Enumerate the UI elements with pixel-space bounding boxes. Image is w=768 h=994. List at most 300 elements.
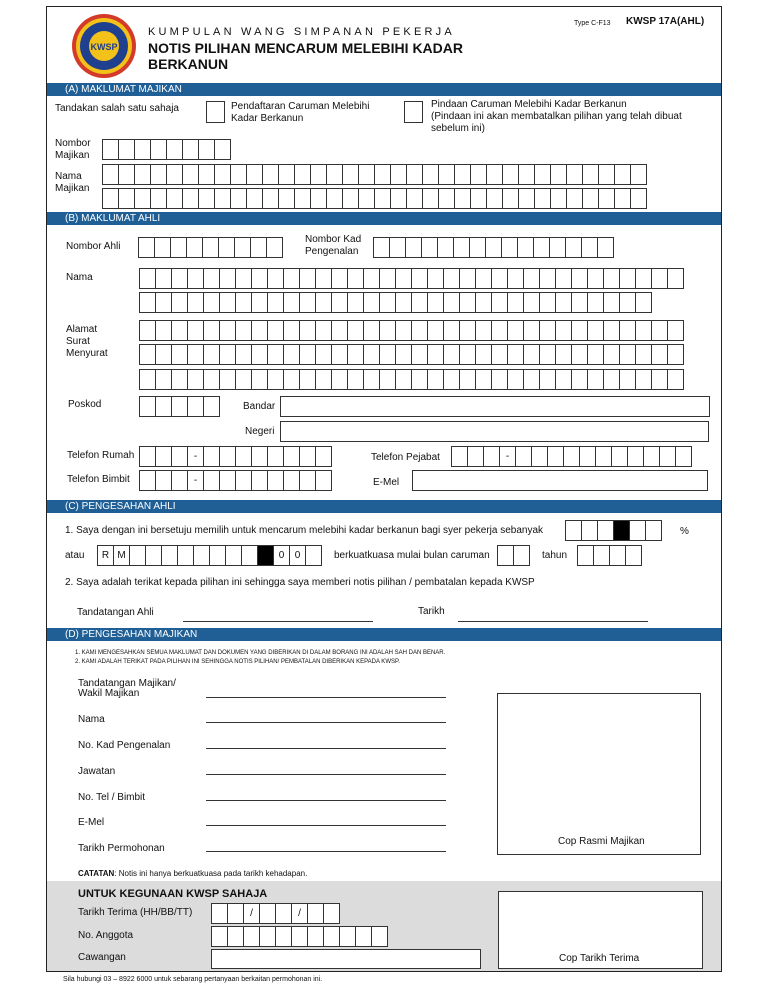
char-cell[interactable] [373, 237, 390, 258]
char-cell[interactable] [597, 520, 614, 541]
char-cell[interactable] [395, 292, 412, 313]
char-cell[interactable] [171, 320, 188, 341]
char-cell[interactable] [507, 369, 524, 390]
nama-ahli-input-1[interactable] [139, 268, 683, 289]
char-cell[interactable] [331, 344, 348, 365]
char-cell[interactable] [427, 292, 444, 313]
char-cell[interactable] [630, 164, 647, 185]
char-cell[interactable] [491, 344, 508, 365]
char-cell[interactable] [483, 446, 500, 467]
char-cell[interactable] [459, 320, 476, 341]
char-cell[interactable] [102, 188, 119, 209]
char-cell[interactable] [502, 164, 519, 185]
char-cell[interactable] [171, 470, 188, 491]
char-cell[interactable] [363, 292, 380, 313]
char-cell[interactable] [171, 292, 188, 313]
char-cell[interactable] [587, 320, 604, 341]
char-cell[interactable] [241, 545, 258, 566]
char-cell[interactable] [283, 446, 300, 467]
char-cell[interactable]: - [499, 446, 516, 467]
char-cell[interactable] [515, 446, 532, 467]
cop-rasmi-majikan-box[interactable] [497, 693, 701, 855]
tarikh-permohonan-line[interactable] [206, 851, 446, 852]
jawatan-line[interactable] [206, 774, 446, 775]
char-cell[interactable] [565, 237, 582, 258]
char-cell[interactable] [427, 344, 444, 365]
char-cell[interactable] [619, 292, 636, 313]
char-cell[interactable] [587, 369, 604, 390]
char-cell[interactable] [294, 164, 311, 185]
char-cell[interactable] [171, 344, 188, 365]
char-cell[interactable] [219, 446, 236, 467]
char-cell[interactable] [278, 188, 295, 209]
char-cell[interactable] [470, 188, 487, 209]
char-cell[interactable] [582, 188, 599, 209]
char-cell[interactable] [203, 446, 220, 467]
char-cell[interactable] [235, 470, 252, 491]
char-cell[interactable]: / [291, 903, 308, 924]
char-cell[interactable] [533, 237, 550, 258]
char-cell[interactable] [171, 396, 188, 417]
char-cell[interactable] [523, 344, 540, 365]
char-cell[interactable] [443, 344, 460, 365]
char-cell[interactable] [379, 292, 396, 313]
char-cell[interactable] [315, 369, 332, 390]
char-cell[interactable] [230, 164, 247, 185]
char-cell[interactable] [150, 188, 167, 209]
char-cell[interactable] [267, 320, 284, 341]
char-cell[interactable] [507, 268, 524, 289]
char-cell[interactable] [475, 320, 492, 341]
char-cell[interactable] [187, 396, 204, 417]
emel-ahli-input[interactable] [412, 470, 708, 491]
char-cell[interactable] [347, 369, 364, 390]
char-cell[interactable] [150, 139, 167, 160]
char-cell[interactable] [155, 470, 172, 491]
char-cell[interactable] [374, 164, 391, 185]
char-cell[interactable] [475, 268, 492, 289]
char-cell[interactable] [379, 369, 396, 390]
nama-majikan-input-1[interactable] [102, 164, 646, 185]
char-cell[interactable] [246, 164, 263, 185]
char-cell[interactable] [635, 268, 652, 289]
char-cell[interactable] [219, 344, 236, 365]
char-cell[interactable] [371, 926, 388, 947]
char-cell[interactable] [667, 344, 684, 365]
char-cell[interactable] [154, 237, 171, 258]
char-cell[interactable] [411, 292, 428, 313]
char-cell[interactable] [627, 446, 644, 467]
char-cell[interactable] [315, 320, 332, 341]
char-cell[interactable] [379, 320, 396, 341]
char-cell[interactable] [251, 369, 268, 390]
alamat-input-2[interactable] [139, 344, 683, 365]
char-cell[interactable] [299, 470, 316, 491]
nama-ahli-input-2[interactable] [139, 292, 651, 313]
char-cell[interactable] [155, 344, 172, 365]
char-cell[interactable] [145, 545, 162, 566]
char-cell[interactable] [155, 320, 172, 341]
char-cell[interactable] [155, 292, 172, 313]
char-cell[interactable] [139, 396, 156, 417]
kad-pengenalan-input[interactable] [373, 237, 613, 258]
char-cell[interactable] [291, 926, 308, 947]
char-cell[interactable] [182, 188, 199, 209]
char-cell[interactable] [230, 188, 247, 209]
char-cell[interactable] [651, 320, 668, 341]
char-cell[interactable] [315, 446, 332, 467]
char-cell[interactable] [507, 292, 524, 313]
char-cell[interactable] [579, 446, 596, 467]
char-cell[interactable] [555, 292, 572, 313]
poskod-input[interactable] [139, 396, 219, 417]
char-cell[interactable] [587, 268, 604, 289]
char-cell[interactable] [315, 344, 332, 365]
char-cell[interactable] [139, 344, 156, 365]
char-cell[interactable] [139, 446, 156, 467]
char-cell[interactable]: - [187, 470, 204, 491]
char-cell[interactable] [451, 446, 468, 467]
char-cell[interactable] [235, 292, 252, 313]
char-cell[interactable] [363, 369, 380, 390]
char-cell[interactable] [603, 320, 620, 341]
char-cell[interactable] [501, 237, 518, 258]
char-cell[interactable] [613, 520, 630, 541]
char-cell[interactable] [214, 164, 231, 185]
char-cell[interactable] [358, 188, 375, 209]
char-cell[interactable] [475, 369, 492, 390]
char-cell[interactable] [459, 344, 476, 365]
char-cell[interactable] [390, 164, 407, 185]
char-cell[interactable] [235, 369, 252, 390]
char-cell[interactable] [667, 369, 684, 390]
char-cell[interactable] [667, 320, 684, 341]
char-cell[interactable] [379, 268, 396, 289]
char-cell[interactable] [389, 237, 406, 258]
char-cell[interactable] [235, 446, 252, 467]
char-cell[interactable] [422, 164, 439, 185]
char-cell[interactable] [507, 344, 524, 365]
char-cell[interactable] [267, 446, 284, 467]
char-cell[interactable] [667, 268, 684, 289]
char-cell[interactable] [518, 188, 535, 209]
char-cell[interactable] [234, 237, 251, 258]
char-cell[interactable] [453, 237, 470, 258]
char-cell[interactable] [581, 237, 598, 258]
char-cell[interactable] [534, 188, 551, 209]
kad-majikan-line[interactable] [206, 748, 446, 749]
percent-input[interactable] [565, 520, 661, 541]
char-cell[interactable] [129, 545, 146, 566]
char-cell[interactable] [171, 268, 188, 289]
char-cell[interactable] [603, 292, 620, 313]
char-cell[interactable] [299, 446, 316, 467]
telefon-pejabat-input[interactable] [451, 446, 691, 467]
cawangan-input[interactable] [211, 949, 481, 969]
char-cell[interactable] [517, 237, 534, 258]
char-cell[interactable] [219, 268, 236, 289]
char-cell[interactable] [507, 320, 524, 341]
char-cell[interactable]: M [113, 545, 130, 566]
char-cell[interactable] [550, 164, 567, 185]
char-cell[interactable] [358, 164, 375, 185]
char-cell[interactable] [581, 520, 598, 541]
char-cell[interactable] [571, 320, 588, 341]
char-cell[interactable] [267, 470, 284, 491]
char-cell[interactable] [283, 369, 300, 390]
char-cell[interactable] [609, 545, 626, 566]
no-anggota-input[interactable] [211, 926, 387, 947]
telefon-bimbit-input[interactable] [139, 470, 331, 491]
char-cell[interactable] [491, 292, 508, 313]
char-cell[interactable] [598, 188, 615, 209]
char-cell[interactable] [421, 237, 438, 258]
char-cell[interactable] [347, 268, 364, 289]
char-cell[interactable] [331, 320, 348, 341]
char-cell[interactable] [659, 446, 676, 467]
char-cell[interactable] [597, 237, 614, 258]
char-cell[interactable] [203, 320, 220, 341]
char-cell[interactable] [390, 188, 407, 209]
bandar-input[interactable] [280, 396, 710, 417]
char-cell[interactable] [134, 188, 151, 209]
rm-amount-input[interactable] [97, 545, 321, 566]
char-cell[interactable] [459, 268, 476, 289]
char-cell[interactable] [467, 446, 484, 467]
char-cell[interactable] [571, 344, 588, 365]
char-cell[interactable] [406, 164, 423, 185]
char-cell[interactable] [315, 470, 332, 491]
char-cell[interactable] [246, 188, 263, 209]
char-cell[interactable] [486, 164, 503, 185]
char-cell[interactable] [283, 470, 300, 491]
char-cell[interactable] [555, 369, 572, 390]
char-cell[interactable] [251, 470, 268, 491]
char-cell[interactable] [299, 320, 316, 341]
char-cell[interactable] [118, 188, 135, 209]
char-cell[interactable] [310, 188, 327, 209]
char-cell[interactable] [395, 320, 412, 341]
tandatangan-ahli-line[interactable] [183, 621, 373, 622]
char-cell[interactable] [209, 545, 226, 566]
char-cell[interactable] [651, 344, 668, 365]
char-cell[interactable] [539, 268, 556, 289]
char-cell[interactable] [267, 369, 284, 390]
char-cell[interactable] [342, 164, 359, 185]
char-cell[interactable] [675, 446, 692, 467]
char-cell[interactable] [470, 164, 487, 185]
char-cell[interactable]: - [187, 446, 204, 467]
char-cell[interactable] [219, 369, 236, 390]
char-cell[interactable] [443, 369, 460, 390]
char-cell[interactable] [266, 237, 283, 258]
char-cell[interactable] [219, 292, 236, 313]
char-cell[interactable] [257, 545, 274, 566]
char-cell[interactable] [155, 396, 172, 417]
char-cell[interactable] [134, 139, 151, 160]
nombor-majikan-input[interactable] [102, 139, 230, 160]
char-cell[interactable] [619, 268, 636, 289]
char-cell[interactable] [267, 268, 284, 289]
char-cell[interactable] [118, 164, 135, 185]
char-cell[interactable] [405, 237, 422, 258]
char-cell[interactable] [555, 320, 572, 341]
char-cell[interactable] [539, 344, 556, 365]
nombor-ahli-input[interactable] [138, 237, 282, 258]
char-cell[interactable] [531, 446, 548, 467]
char-cell[interactable] [523, 268, 540, 289]
char-cell[interactable] [523, 320, 540, 341]
char-cell[interactable] [267, 292, 284, 313]
char-cell[interactable] [555, 268, 572, 289]
char-cell[interactable] [539, 292, 556, 313]
char-cell[interactable] [374, 188, 391, 209]
char-cell[interactable] [307, 926, 324, 947]
char-cell[interactable] [267, 344, 284, 365]
char-cell[interactable] [643, 446, 660, 467]
char-cell[interactable] [406, 188, 423, 209]
char-cell[interactable] [395, 268, 412, 289]
negeri-input[interactable] [280, 421, 709, 442]
char-cell[interactable] [565, 520, 582, 541]
char-cell[interactable] [571, 369, 588, 390]
char-cell[interactable] [187, 369, 204, 390]
char-cell[interactable]: R [97, 545, 114, 566]
char-cell[interactable] [262, 164, 279, 185]
char-cell[interactable] [539, 320, 556, 341]
char-cell[interactable] [534, 164, 551, 185]
tahun-input[interactable] [577, 545, 641, 566]
char-cell[interactable] [331, 268, 348, 289]
char-cell[interactable] [502, 188, 519, 209]
char-cell[interactable]: 0 [273, 545, 290, 566]
char-cell[interactable] [187, 344, 204, 365]
char-cell[interactable] [203, 396, 220, 417]
char-cell[interactable] [102, 164, 119, 185]
char-cell[interactable] [614, 188, 631, 209]
char-cell[interactable] [355, 926, 372, 947]
char-cell[interactable] [211, 903, 228, 924]
char-cell[interactable] [155, 268, 172, 289]
char-cell[interactable] [614, 164, 631, 185]
char-cell[interactable] [251, 268, 268, 289]
bulan-input[interactable] [497, 545, 529, 566]
char-cell[interactable] [326, 164, 343, 185]
char-cell[interactable] [259, 903, 276, 924]
char-cell[interactable] [566, 164, 583, 185]
char-cell[interactable] [259, 926, 276, 947]
char-cell[interactable] [166, 188, 183, 209]
char-cell[interactable] [307, 903, 324, 924]
char-cell[interactable] [283, 292, 300, 313]
char-cell[interactable] [577, 545, 594, 566]
char-cell[interactable] [518, 164, 535, 185]
char-cell[interactable] [523, 292, 540, 313]
char-cell[interactable] [161, 545, 178, 566]
char-cell[interactable] [619, 320, 636, 341]
char-cell[interactable] [635, 320, 652, 341]
char-cell[interactable] [635, 344, 652, 365]
char-cell[interactable] [203, 470, 220, 491]
char-cell[interactable] [342, 188, 359, 209]
char-cell[interactable] [118, 139, 135, 160]
alamat-input-1[interactable] [139, 320, 683, 341]
char-cell[interactable] [513, 545, 530, 566]
char-cell[interactable] [251, 344, 268, 365]
char-cell[interactable] [323, 926, 340, 947]
char-cell[interactable] [635, 369, 652, 390]
char-cell[interactable] [427, 320, 444, 341]
char-cell[interactable] [363, 344, 380, 365]
char-cell[interactable] [203, 292, 220, 313]
char-cell[interactable] [619, 369, 636, 390]
char-cell[interactable] [250, 237, 267, 258]
option-pendaftaran-checkbox[interactable] [206, 101, 225, 123]
char-cell[interactable] [469, 237, 486, 258]
char-cell[interactable] [155, 446, 172, 467]
char-cell[interactable] [218, 237, 235, 258]
char-cell[interactable] [198, 188, 215, 209]
char-cell[interactable] [411, 320, 428, 341]
char-cell[interactable] [491, 320, 508, 341]
char-cell[interactable] [437, 237, 454, 258]
char-cell[interactable] [299, 369, 316, 390]
char-cell[interactable] [275, 903, 292, 924]
char-cell[interactable] [379, 344, 396, 365]
char-cell[interactable] [587, 344, 604, 365]
char-cell[interactable] [347, 292, 364, 313]
char-cell[interactable] [299, 292, 316, 313]
char-cell[interactable] [582, 164, 599, 185]
char-cell[interactable] [347, 320, 364, 341]
char-cell[interactable] [171, 369, 188, 390]
char-cell[interactable] [411, 268, 428, 289]
char-cell[interactable] [193, 545, 210, 566]
char-cell[interactable] [523, 369, 540, 390]
char-cell[interactable] [331, 369, 348, 390]
char-cell[interactable] [443, 320, 460, 341]
char-cell[interactable] [339, 926, 356, 947]
char-cell[interactable] [454, 164, 471, 185]
char-cell[interactable] [563, 446, 580, 467]
char-cell[interactable] [283, 344, 300, 365]
char-cell[interactable] [438, 188, 455, 209]
char-cell[interactable] [315, 268, 332, 289]
char-cell[interactable] [203, 344, 220, 365]
char-cell[interactable] [139, 268, 156, 289]
char-cell[interactable] [611, 446, 628, 467]
char-cell[interactable]: / [243, 903, 260, 924]
char-cell[interactable] [550, 188, 567, 209]
char-cell[interactable] [571, 292, 588, 313]
char-cell[interactable] [411, 369, 428, 390]
char-cell[interactable] [182, 164, 199, 185]
char-cell[interactable] [251, 446, 268, 467]
char-cell[interactable] [326, 188, 343, 209]
char-cell[interactable] [102, 139, 119, 160]
char-cell[interactable] [630, 188, 647, 209]
char-cell[interactable] [593, 545, 610, 566]
char-cell[interactable]: 0 [289, 545, 306, 566]
char-cell[interactable] [635, 292, 652, 313]
char-cell[interactable] [251, 320, 268, 341]
char-cell[interactable] [566, 188, 583, 209]
char-cell[interactable] [275, 926, 292, 947]
char-cell[interactable] [235, 268, 252, 289]
tel-majikan-line[interactable] [206, 800, 446, 801]
char-cell[interactable] [475, 292, 492, 313]
tarikh-terima-input[interactable] [211, 903, 339, 924]
